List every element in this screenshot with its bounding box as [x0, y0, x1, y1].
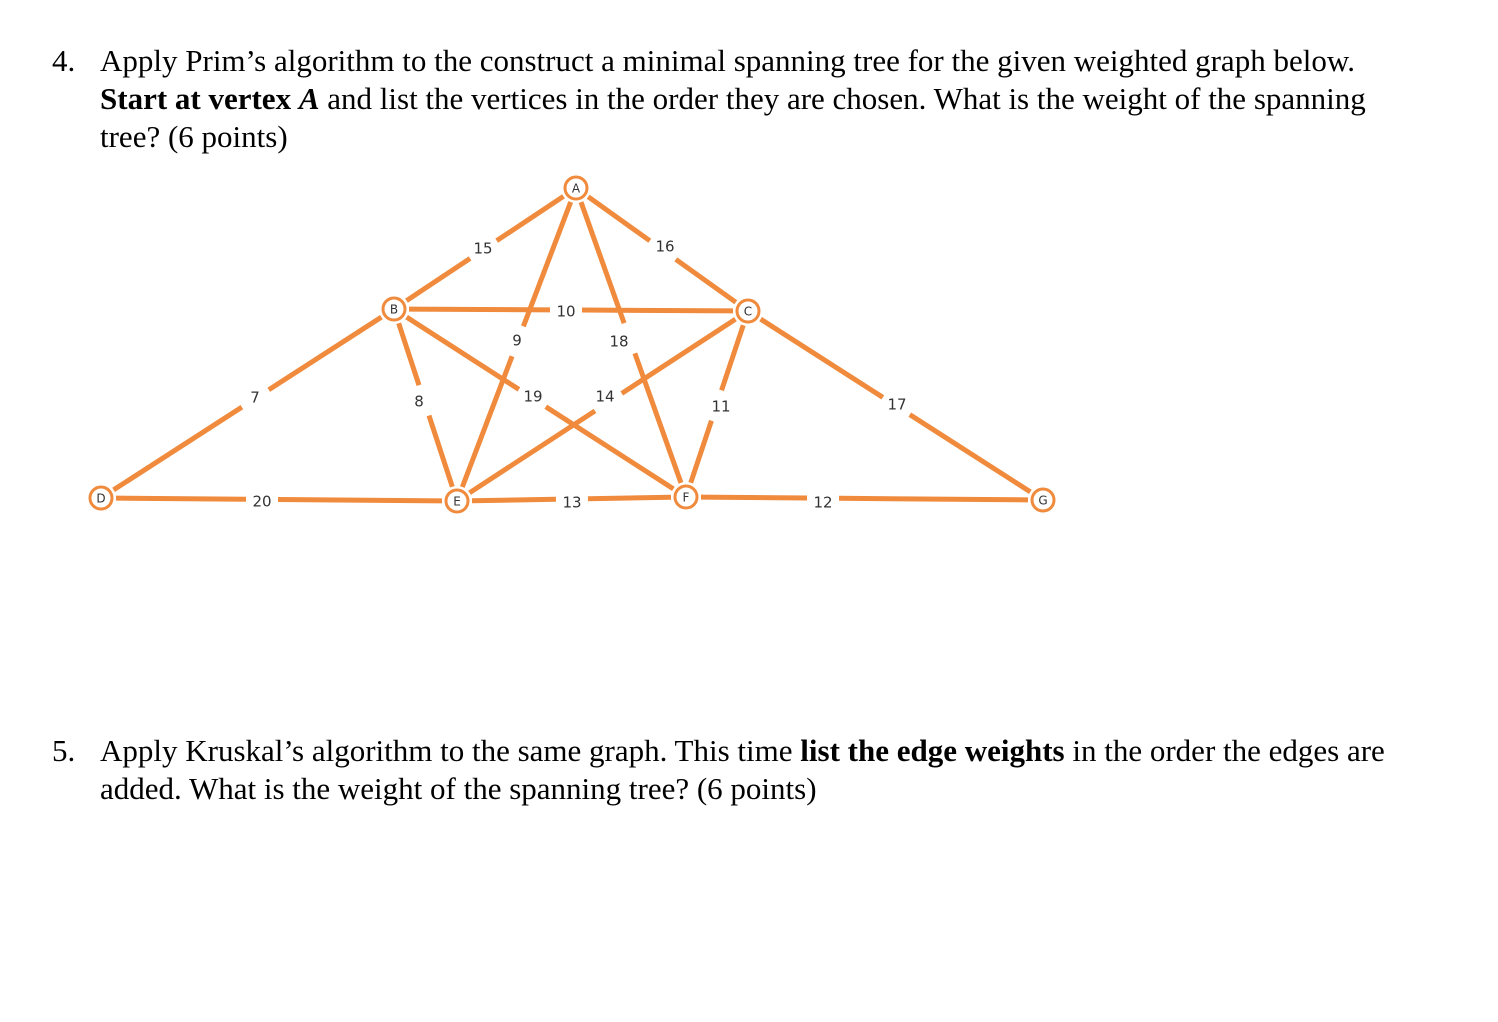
edge-A-B — [497, 196, 564, 240]
edge-E-F — [472, 499, 556, 500]
graph-vertices — [90, 177, 1054, 512]
edge-weight-C-G: 17 — [887, 395, 907, 414]
edge-B-E — [399, 323, 419, 385]
edge-B-E — [429, 416, 452, 487]
edge-D-E — [116, 498, 246, 499]
edge-C-E — [622, 319, 736, 393]
edge-D-E — [278, 499, 442, 500]
vertex-F — [675, 486, 697, 508]
vertex-C — [737, 300, 759, 322]
edge-B-C — [409, 309, 550, 310]
edge-C-G — [910, 415, 1031, 492]
edge-weight-B-E: 8 — [414, 392, 424, 411]
vertex-G — [1032, 489, 1054, 511]
edge-F-G — [701, 497, 807, 498]
edge-weight-C-F: 11 — [711, 397, 731, 416]
edge-B-D — [269, 317, 382, 390]
edge-E-F — [588, 497, 671, 498]
vertex-D — [90, 487, 112, 509]
edge-C-F — [722, 325, 744, 390]
vertex-label-E: E — [453, 494, 461, 509]
vertex-E — [446, 490, 468, 512]
question-number: 5. — [52, 733, 76, 768]
vertex-label-A: A — [571, 181, 581, 196]
bold-start-text: Start at vertex A — [100, 81, 320, 116]
edge-weight-E-F: 13 — [562, 493, 582, 512]
question-line-2: added. What is the weight of the spanning tree? (6 points) — [100, 771, 817, 806]
edge-weight-A-B: 15 — [473, 239, 493, 258]
edge-weight-labels — [250, 238, 906, 512]
vertex-A — [565, 177, 587, 199]
edge-weight-B-C: 10 — [556, 302, 576, 321]
edge-weight-B-F: 19 — [523, 387, 543, 406]
edge-weight-C-E: 14 — [595, 387, 615, 406]
edge-F-G — [839, 498, 1028, 500]
vertex-label-C: C — [743, 304, 753, 319]
edge-B-D — [114, 407, 242, 490]
vertex-label-D: D — [96, 491, 106, 506]
vertex-label-F: F — [682, 490, 690, 505]
bold-instruction: list the edge weights — [800, 733, 1065, 768]
edge-weight-A-F: 18 — [609, 332, 629, 351]
question-text — [100, 732, 1452, 808]
edge-weight-D-E: 20 — [252, 492, 272, 511]
edge-B-F — [546, 407, 674, 489]
edge-C-G — [761, 319, 883, 397]
edge-C-F — [691, 421, 712, 483]
edge-A-B — [406, 258, 470, 300]
edge-A-C — [676, 259, 736, 302]
vertex-B — [383, 298, 405, 320]
edge-A-C — [588, 197, 650, 241]
question-line-2: Start at vertex A and list the vertices in the order they are chosen. What is the weight of the spanning — [100, 81, 1366, 116]
edge-weight-B-D: 7 — [250, 388, 260, 407]
edge-weight-A-C: 16 — [655, 237, 675, 256]
graph-edges — [114, 196, 1031, 501]
question-line-1: Apply Prim’s algorithm to the construct a minimal spanning tree for the given weighted graph below. — [100, 43, 1355, 78]
question-5 — [52, 732, 1452, 808]
question-line-3: tree? (6 points) — [100, 119, 288, 154]
edge-weight-A-E: 9 — [512, 331, 522, 350]
vertex-label-G: G — [1038, 493, 1048, 508]
vertex-label-B: B — [389, 302, 399, 317]
question-number: 4. — [52, 43, 76, 78]
start-vertex: A — [298, 81, 320, 116]
edge-weight-F-G: 12 — [813, 493, 833, 512]
edge-B-F — [407, 317, 519, 389]
edge-B-C — [582, 310, 733, 311]
question-line-1: Apply Kruskal’s algorithm to the same graph. This time list the edge weights in the order the edges are — [100, 733, 1385, 768]
